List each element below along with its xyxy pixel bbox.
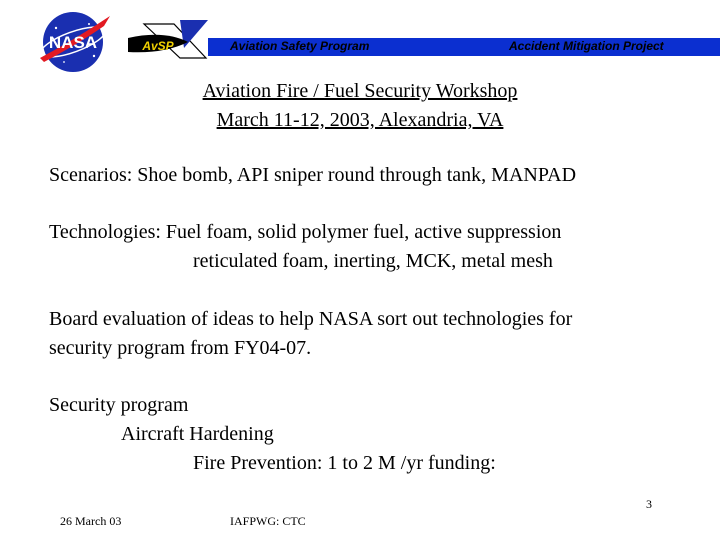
page-number: 3 [646, 497, 652, 511]
board-evaluation-line-1: Board evaluation of ideas to help NASA sort out technologies for [49, 308, 573, 330]
technologies-line-1: Technologies: Fuel foam, solid polymer fuel, active suppression [49, 221, 562, 243]
avsp-logo [124, 18, 208, 64]
project-label: Accident Mitigation Project [509, 39, 664, 53]
security-program-heading: Security program [49, 394, 189, 416]
board-evaluation-line-2: security program from FY04-07. [49, 337, 312, 359]
nasa-logo [34, 10, 112, 74]
fire-prevention-item: Fire Prevention: 1 to 2 M /yr funding: [193, 452, 496, 474]
nasa-logo-text: NASA [48, 33, 98, 52]
workshop-title: Aviation Fire / Fuel Security Workshop [202, 80, 518, 102]
scenarios-text: Scenarios: Shoe bomb, API sniper round through tank, MANPAD [49, 164, 577, 186]
technologies-line-2: reticulated foam, inerting, MCK, metal mesh [193, 250, 553, 272]
footer-date: 26 March 03 [60, 514, 122, 528]
avsp-logo-text: AvSP [142, 39, 174, 53]
workshop-date-location: March 11-12, 2003, Alexandria, VA [216, 109, 504, 131]
program-label: Aviation Safety Program [230, 39, 370, 53]
aircraft-hardening-item: Aircraft Hardening [121, 423, 274, 445]
footer-group: IAFPWG: CTC [230, 514, 306, 528]
